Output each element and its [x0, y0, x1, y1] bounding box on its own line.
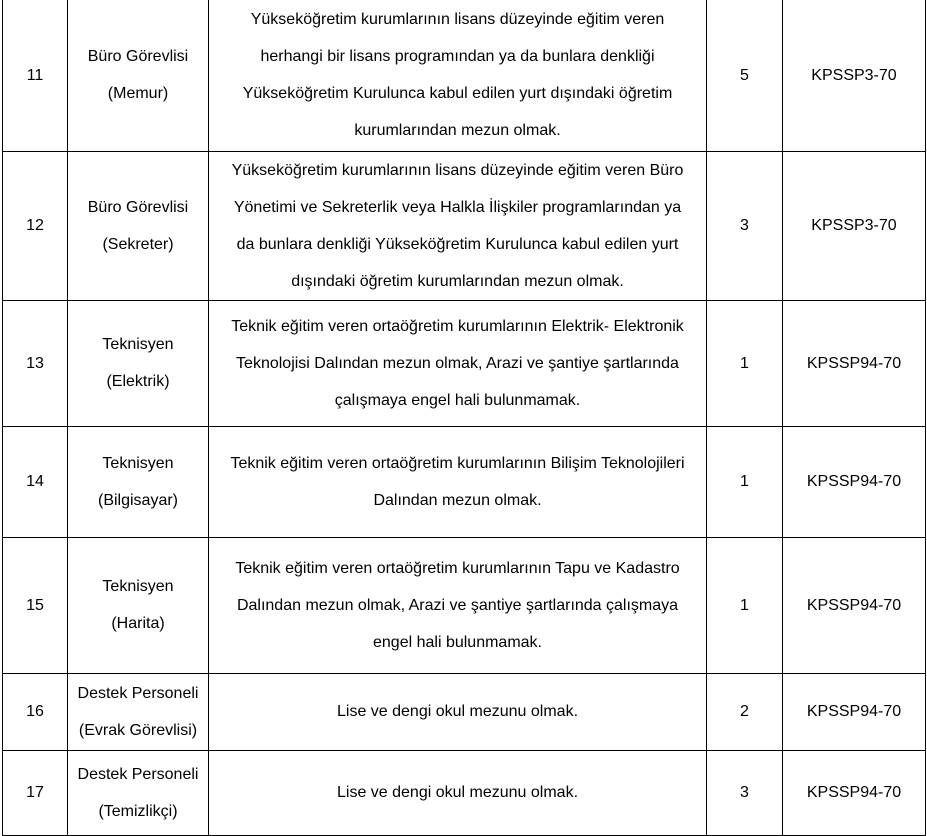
table-row [3, 537, 926, 673]
kpss-code: KPSSP94-70 [783, 537, 926, 673]
position-count: 1 [707, 300, 783, 426]
table-row [3, 426, 926, 537]
row-number: 15 [3, 537, 68, 673]
row-number: 17 [3, 750, 68, 835]
position-count: 3 [707, 151, 783, 300]
table-row [3, 673, 926, 750]
position-count: 5 [707, 0, 783, 151]
position-title: Teknisyen (Bilgisayar) [68, 426, 209, 537]
qualification-text: Teknik eğitim veren ortaöğretim kurumlarının Elektrik- Elektronik Teknolojisi Dalından mezun olmak, Arazi ve şantiye şartlarında çalışmaya engel hali bulunmamak. [209, 300, 707, 426]
kpss-code: KPSSP3-70 [783, 151, 926, 300]
qualification-text: Lise ve dengi okul mezunu olmak. [209, 750, 707, 835]
row-number: 14 [3, 426, 68, 537]
kpss-code: KPSSP94-70 [783, 673, 926, 750]
kpss-code: KPSSP94-70 [783, 426, 926, 537]
position-count: 1 [707, 426, 783, 537]
qualification-text: Lise ve dengi okul mezunu olmak. [209, 673, 707, 750]
kpss-code: KPSSP94-70 [783, 750, 926, 835]
table-row [3, 300, 926, 426]
row-number: 11 [3, 0, 68, 151]
position-title: Büro Görevlisi (Memur) [68, 0, 209, 151]
position-title: Büro Görevlisi (Sekreter) [68, 151, 209, 300]
position-title: Teknisyen (Elektrik) [68, 300, 209, 426]
row-number: 16 [3, 673, 68, 750]
position-title: Destek Personeli (Evrak Görevlisi) [68, 673, 209, 750]
kpss-code: KPSSP94-70 [783, 300, 926, 426]
table-row [3, 750, 926, 835]
table-row [3, 151, 926, 300]
position-count: 2 [707, 673, 783, 750]
position-title: Destek Personeli (Temizlikçi) [68, 750, 209, 835]
table-row [3, 0, 926, 151]
position-title: Teknisyen (Harita) [68, 537, 209, 673]
staff-positions-table [2, 0, 926, 836]
qualification-text: Yükseköğretim kurumlarının lisans düzeyinde eğitim veren Büro Yönetimi ve Sekreterlik veya Halkla İlişkiler programlarından ya da bunlara denkliği Yükseköğretim Kurulunca kabul edilen yurt dışındaki öğretim kurumlarından mezun olmak. [209, 151, 707, 300]
row-number: 12 [3, 151, 68, 300]
qualification-text: Teknik eğitim veren ortaöğretim kurumlarının Bilişim Teknolojileri Dalından mezun olmak. [209, 426, 707, 537]
kpss-code: KPSSP3-70 [783, 0, 926, 151]
position-count: 3 [707, 750, 783, 835]
qualification-text: Yükseköğretim kurumlarının lisans düzeyinde eğitim veren herhangi bir lisans programından ya da bunlara denkliği Yükseköğretim Kurulunca kabul edilen yurt dışındaki öğretim kurumlarından mezun olmak. [209, 0, 707, 151]
qualification-text: Teknik eğitim veren ortaöğretim kurumlarının Tapu ve Kadastro Dalından mezun olmak, Arazi ve şantiye şartlarında çalışmaya engel hali bulunmamak. [209, 537, 707, 673]
row-number: 13 [3, 300, 68, 426]
position-count: 1 [707, 537, 783, 673]
